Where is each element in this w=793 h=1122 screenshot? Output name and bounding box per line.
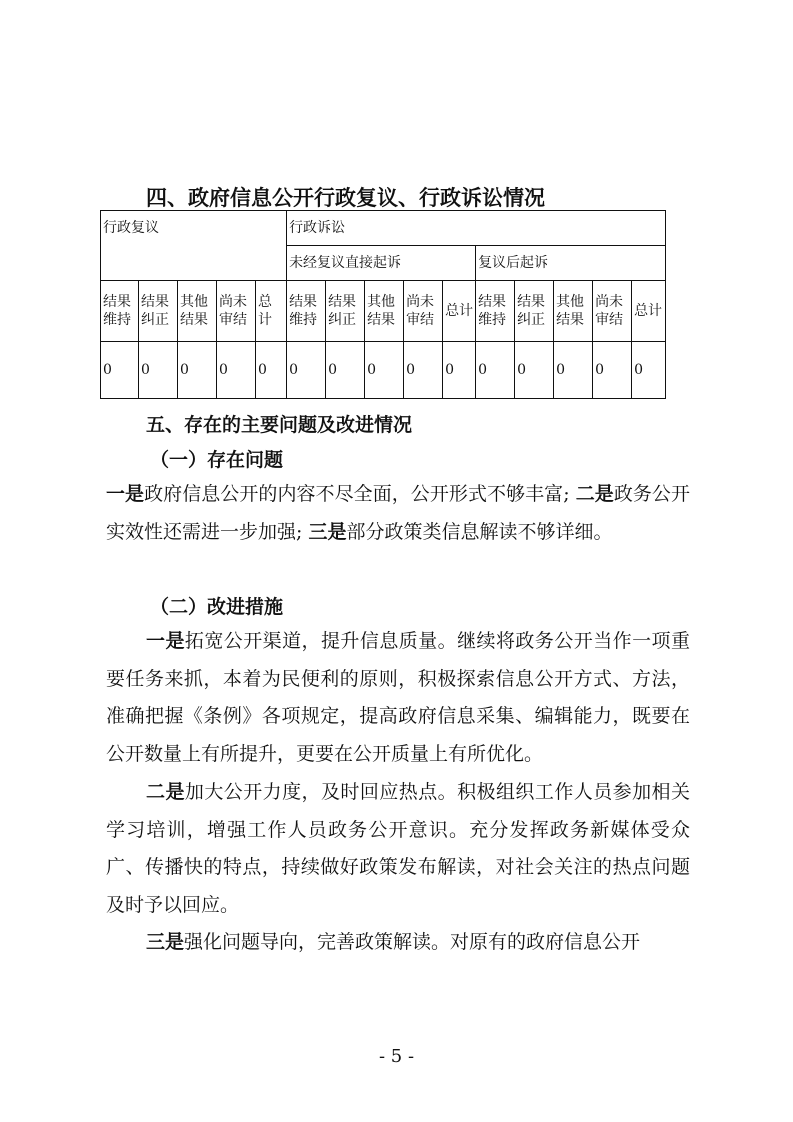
table-cell: 0 (476, 342, 515, 399)
measures-heading: （二）改进措施 (150, 596, 284, 618)
column-header: 尚未审结 (404, 281, 443, 342)
problems-heading: （一）存在问题 (150, 449, 284, 471)
lead-second: 二是 (575, 483, 614, 505)
section-4-heading: 四、政府信息公开行政复议、行政诉讼情况 (146, 186, 545, 210)
measure-2-paragraph: 二是加大公开力度，及时回应热点。积极组织工作人员参加相关学习培训，增强工作人员政务公开意识。充分发挥政务新媒体受众广、传播快的特点，持续做好政策发布解读，对社会关注的热点问题及时予以回应。 (106, 781, 690, 916)
table-cell: 0 (139, 342, 178, 399)
column-header: 总计 (632, 281, 666, 342)
table-cell: 0 (287, 342, 326, 399)
lead-first: 一是 (106, 483, 145, 505)
lead-third: 三是 (146, 931, 185, 953)
column-header: 其他结果 (178, 281, 217, 342)
column-header: 其他结果 (365, 281, 404, 342)
table-cell: 0 (101, 342, 139, 399)
page-number: - 5 - (378, 1046, 415, 1067)
table-cell: 0 (554, 342, 593, 399)
column-header: 尚未审结 (217, 281, 256, 342)
column-header: 结果纠正 (139, 281, 178, 342)
table-cell: 0 (593, 342, 632, 399)
column-header: 结果纠正 (515, 281, 554, 342)
header-after-review-litigation: 复议后起诉 (476, 246, 666, 281)
table-cell: 0 (632, 342, 666, 399)
problems-paragraph: 一是政府信息公开的内容不尽全面，公开形式不够丰富; 二是政务公开实效性还需进一步加强; 三是部分政策类信息解读不够详细。 (106, 483, 690, 543)
lead-second: 二是 (146, 781, 185, 803)
measure-3-paragraph: 三是强化问题导向，完善政策解读。对原有的政府信息公开 (146, 931, 641, 953)
column-header: 其他结果 (554, 281, 593, 342)
column-header: 结果维持 (476, 281, 515, 342)
column-header: 总计 (443, 281, 476, 342)
column-header: 尚未审结 (593, 281, 632, 342)
table-cell: 0 (217, 342, 256, 399)
review-litigation-table (100, 210, 666, 399)
table-cell: 0 (178, 342, 217, 399)
header-admin-litigation: 行政诉讼 (287, 211, 666, 246)
section-5-heading: 五、存在的主要问题及改进情况 (146, 414, 413, 436)
column-header: 结果维持 (101, 281, 139, 342)
header-admin-review: 行政复议 (101, 211, 287, 281)
lead-first: 一是 (146, 630, 185, 652)
column-header: 结果维持 (287, 281, 326, 342)
measure-1-paragraph: 一是拓宽公开渠道，提升信息质量。继续将政务公开当作一项重要任务来抓，本着为民便利的原则，积极探索信息公开方式、方法，准确把握《条例》各项规定，提高政府信息采集、编辑能力，既要在公开数量上有所提升，更要在公开质量上有所优化。 (106, 630, 690, 765)
column-header: 结果纠正 (326, 281, 365, 342)
lead-third: 三是 (308, 520, 347, 543)
table-cell: 0 (515, 342, 554, 399)
header-direct-litigation: 未经复议直接起诉 (287, 246, 476, 281)
table-cell: 0 (443, 342, 476, 399)
table-cell: 0 (326, 342, 365, 399)
table-cell: 0 (365, 342, 404, 399)
table-cell: 0 (404, 342, 443, 399)
table-cell: 0 (256, 342, 287, 399)
column-header: 总计 (256, 281, 287, 342)
